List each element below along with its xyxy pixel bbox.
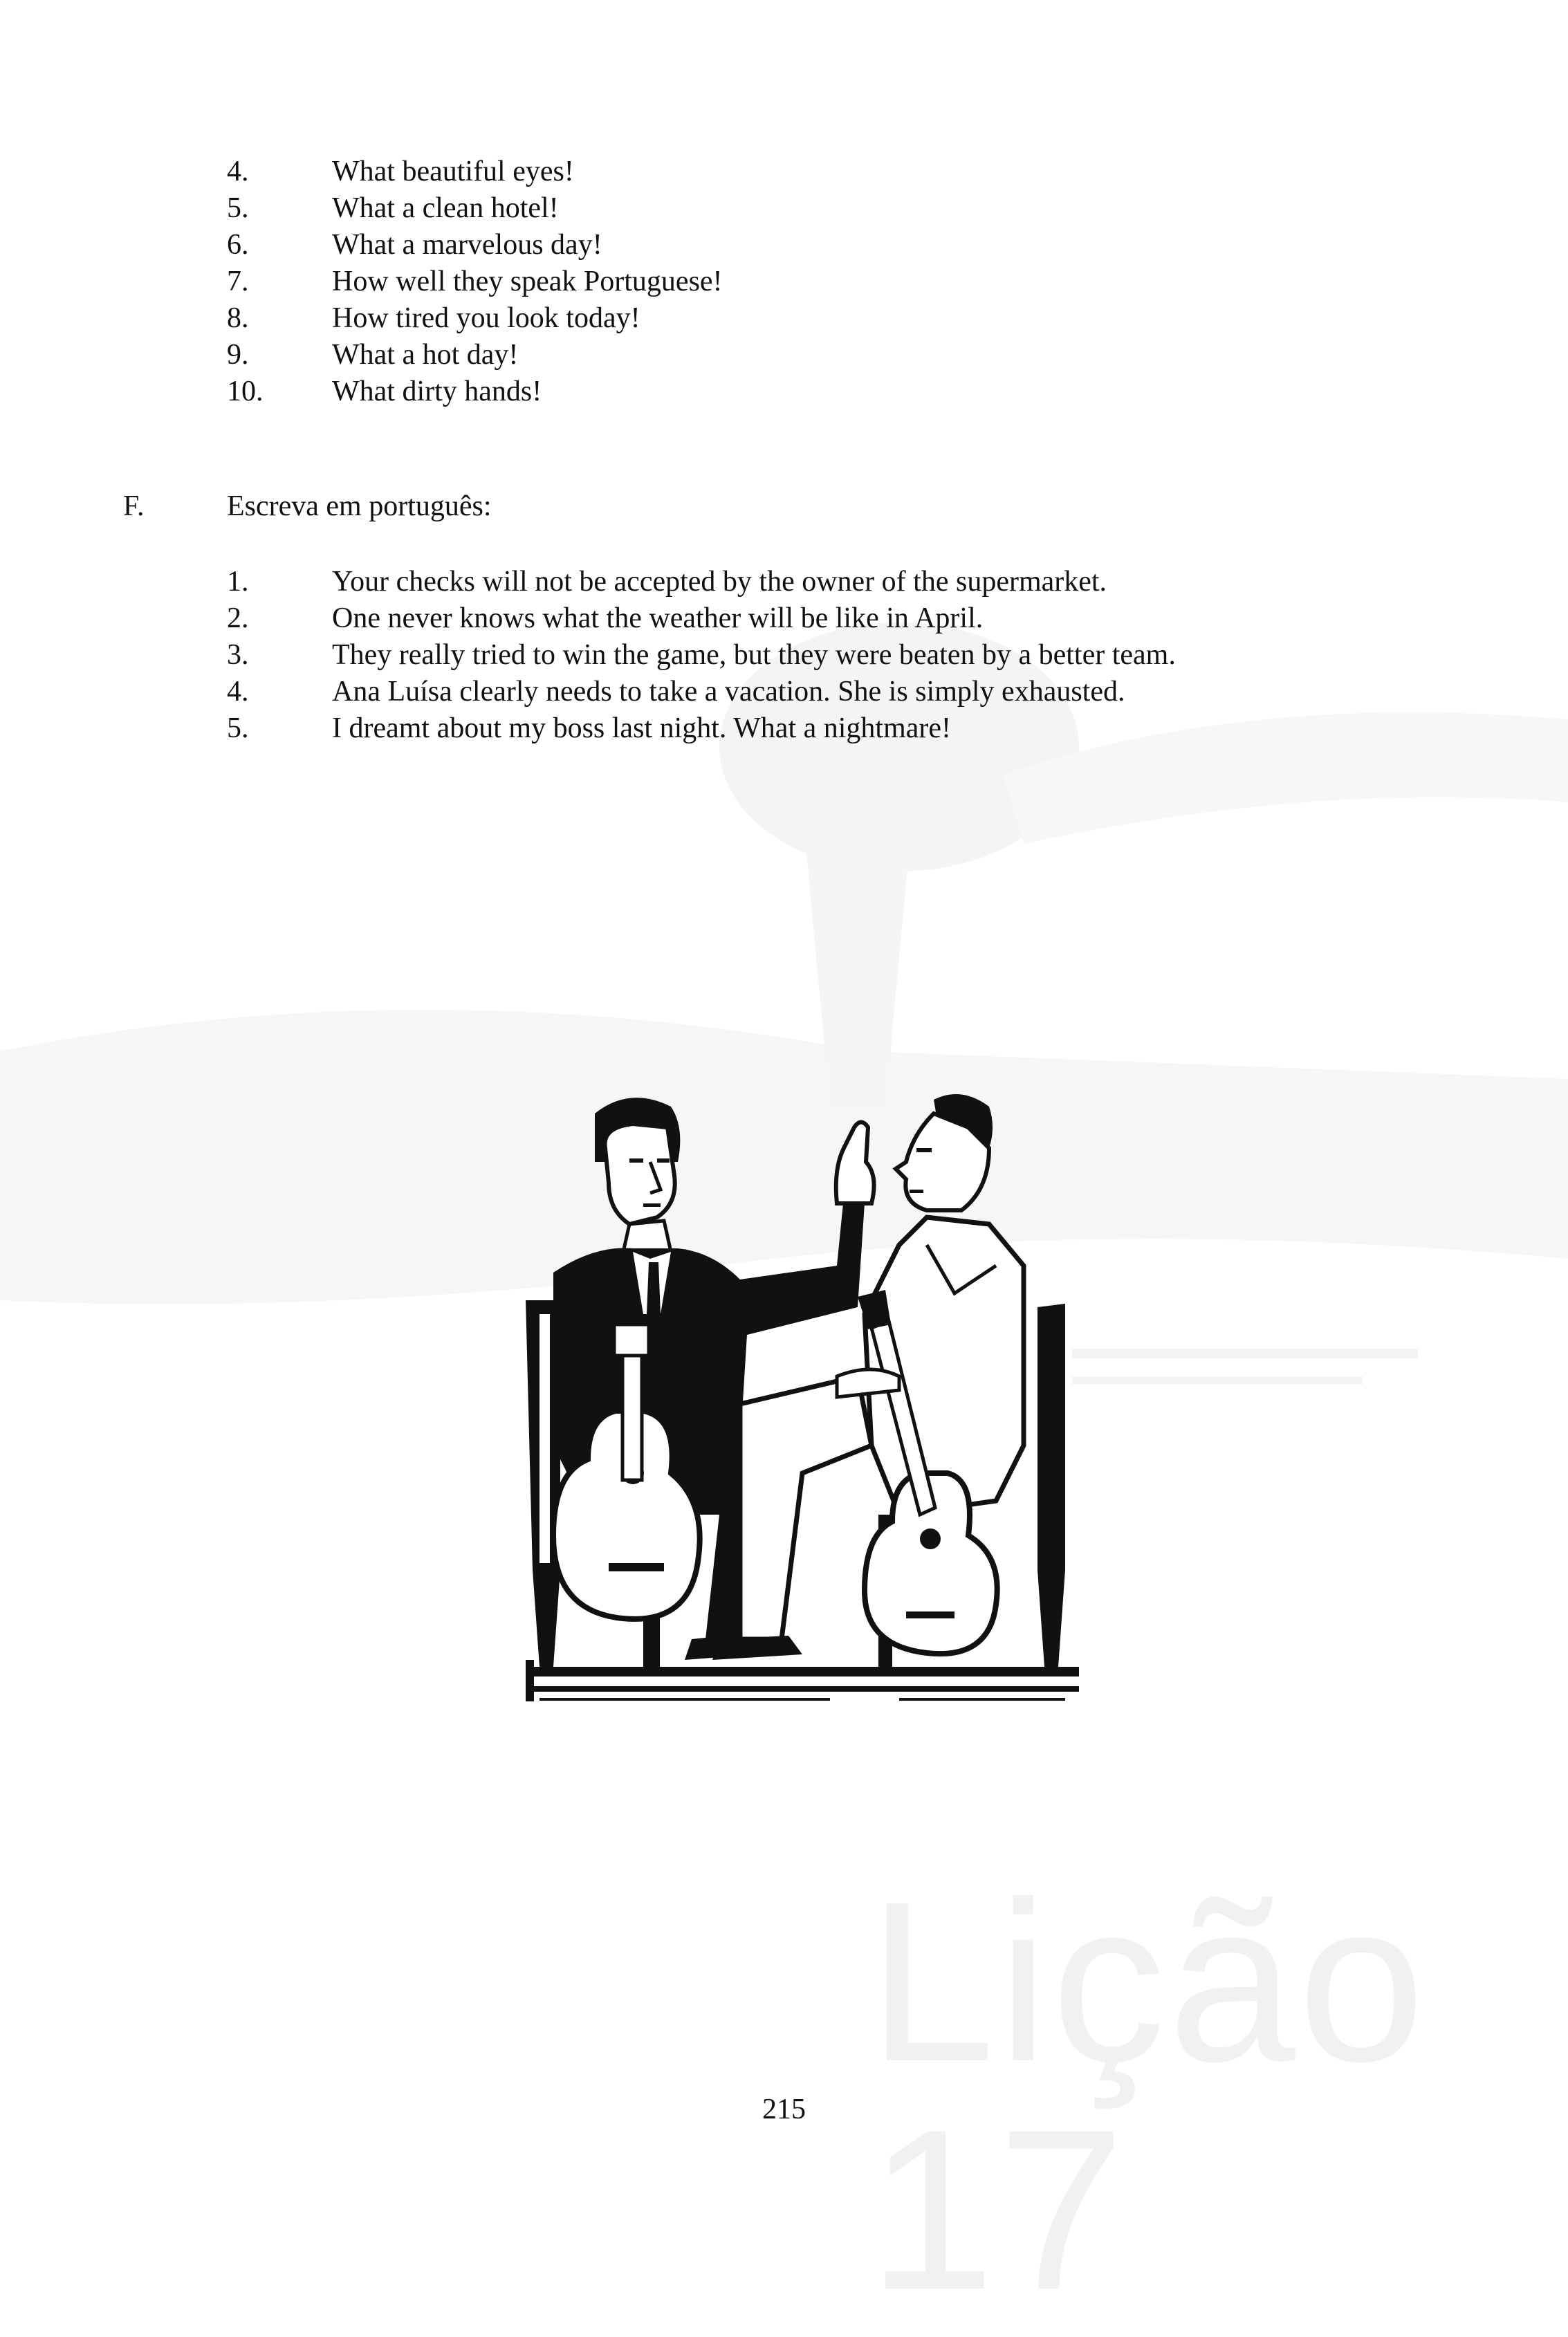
item-number: 2. — [227, 602, 249, 634]
exercise-f-instruction: Escreva em português: — [227, 490, 492, 522]
item-number: 3. — [227, 639, 249, 671]
item-number: 5. — [227, 712, 249, 744]
item-text: What dirty hands! — [332, 376, 542, 407]
item-number: 7. — [227, 266, 249, 297]
item-number: 10. — [227, 376, 264, 407]
item-number: 8. — [227, 302, 249, 334]
item-text: I dreamt about my boss last night. What a nightmare! — [332, 712, 952, 744]
item-text: What a clean hotel! — [332, 192, 559, 224]
two-guitarists-woodcut-icon — [512, 1086, 1107, 1722]
item-text: What a marvelous day! — [332, 229, 602, 261]
page-number: 215 — [762, 2094, 806, 2125]
item-text: What beautiful eyes! — [332, 156, 574, 187]
item-number: 4. — [227, 676, 249, 708]
item-number: 6. — [227, 229, 249, 261]
exercise-f-letter: F. — [123, 490, 145, 522]
item-text: How well they speak Portuguese! — [332, 266, 723, 297]
item-number: 1. — [227, 566, 249, 598]
item-number: 5. — [227, 192, 249, 224]
item-text: How tired you look today! — [332, 302, 640, 334]
item-text: Ana Luísa clearly needs to take a vacation. She is simply exhausted. — [332, 676, 1125, 708]
item-text: One never knows what the weather will be like in April. — [332, 602, 984, 634]
item-number: 4. — [227, 156, 249, 187]
item-text: What a hot day! — [332, 339, 519, 371]
lesson-watermark-title: Lição 17 — [868, 1854, 1428, 2337]
item-text: Your checks will not be accepted by the owner of the supermarket. — [332, 566, 1107, 598]
item-number: 9. — [227, 339, 249, 371]
item-text: They really tried to win the game, but they were beaten by a better team. — [332, 639, 1176, 671]
